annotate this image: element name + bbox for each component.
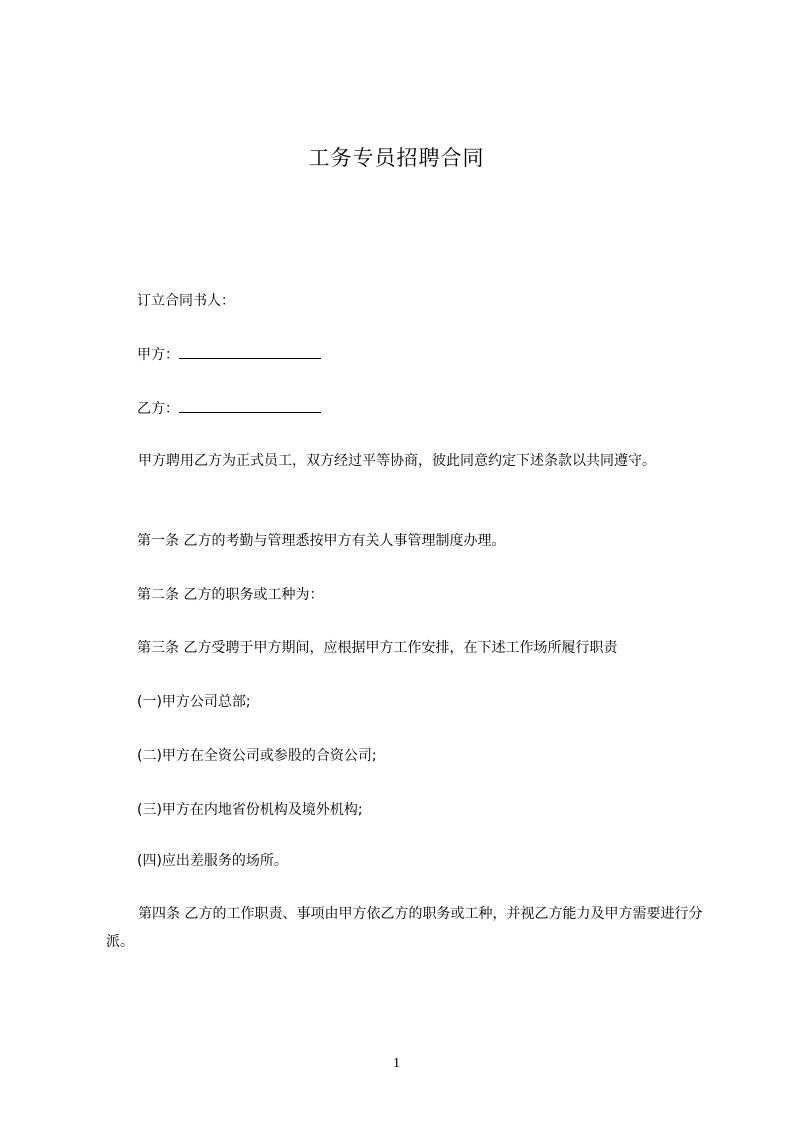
party-a-label: 甲方：: [137, 347, 179, 363]
party-b-line: [137, 399, 321, 419]
article-4: 第四条 乙方的工作职责、事项由甲方依乙方的职务或工种，并视乙方能力及甲方需要进行分派。: [106, 906, 703, 950]
party-b-blank: [179, 399, 321, 413]
article-2: 第二条 乙方的职务或工种为：: [137, 587, 324, 603]
document-title: 工务专员招聘合同: [308, 146, 485, 170]
intro-paragraph: 甲方聘用乙方为正式员工，双方经过平等协商，彼此同意约定下述条款以共同遵守。: [138, 453, 656, 469]
list-item-2: (二)甲方在全资公司或参股的合资公司;: [137, 748, 377, 764]
party-b-label: 乙方：: [137, 401, 179, 417]
list-item-1: (一)甲方公司总部;: [137, 694, 251, 710]
list-item-4: (四)应出差服务的场所。: [137, 853, 288, 869]
party-a-line: [137, 345, 321, 365]
article-3: 第三条 乙方受聘于甲方期间，应根据甲方工作安排，在下述工作场所履行职责: [137, 640, 618, 656]
list-item-3: (三)甲方在内地省份机构及境外机构;: [137, 802, 363, 818]
page-number: 1: [393, 1056, 400, 1071]
signers-label: 订立合同书人：: [137, 293, 235, 309]
party-a-blank: [179, 345, 321, 359]
article-1: 第一条 乙方的考勤与管理悉按甲方有关人事管理制度办理。: [137, 533, 506, 549]
